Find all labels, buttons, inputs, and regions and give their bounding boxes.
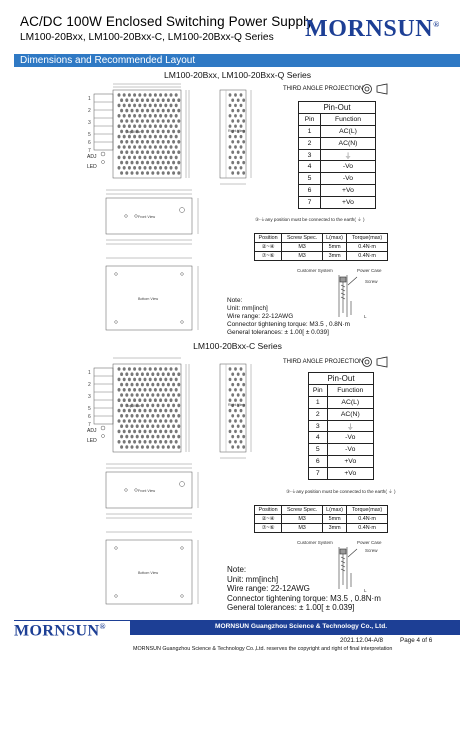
block2-pinout-header-pin: Pin	[309, 384, 328, 396]
svg-text:2: 2	[88, 382, 91, 388]
table-row: 1 AC(L)	[299, 125, 376, 137]
table-row: 2 AC(N)	[299, 137, 376, 149]
svg-text:7: 7	[88, 422, 91, 428]
table-row: ⑦~⑥ M3 3mm 0.4N·m	[255, 524, 388, 533]
document-subtitle: LM100-20Bxx, LM100-20Bxx-C, LM100-20Bxx-Q Series	[20, 32, 274, 43]
block2-screw-label: Screw	[365, 548, 378, 553]
block1-projection-symbol-icon	[361, 83, 389, 95]
mornsun-logo: MORNSUN®	[305, 16, 440, 42]
document-title: AC/DC 100W Enclosed Switching Power Supply	[20, 14, 314, 29]
block1-right-view-body	[220, 90, 246, 178]
block2-l-label: L	[364, 588, 367, 593]
footer-mornsun-logo: MORNSUN®	[14, 622, 106, 640]
section-title: Dimensions and Recommended Layout	[20, 55, 196, 66]
footer-copyright: MORNSUN Guangzhou Science & Technology Co.,Ltd. reserves the copyright and right of final interpretation	[133, 646, 393, 652]
table-row: 1 AC(L)	[309, 396, 374, 408]
block1-pinout-header-function: Function	[320, 113, 375, 125]
block2-top-view-body	[113, 364, 181, 452]
block2-bottom-view-label: Bottom View	[138, 571, 159, 575]
block1-terminal-block	[94, 94, 113, 150]
block1-front-view-label: Front View	[138, 215, 156, 219]
table-row: ②~④ M3 5mm 0.4N·m	[255, 243, 388, 252]
table-row: 5 -Vo	[299, 173, 376, 185]
block2-adj-label: ADJ	[87, 428, 97, 434]
block1-screw-label: Screw	[365, 279, 378, 284]
svg-text:1: 1	[88, 96, 91, 102]
table-row: 7 +Vo	[309, 468, 374, 480]
block1-bottom-view-label: Bottom View	[138, 297, 159, 301]
table-row: 4 -Vo	[309, 432, 374, 444]
svg-text:2: 2	[88, 108, 91, 114]
table-row: 6 +Vo	[309, 456, 374, 468]
block1-top-view-label: Top View	[126, 130, 141, 134]
block2-top-view-label: Top View	[126, 404, 141, 408]
block1-earth-note: ③-⏚any position must be connected to the earth( ⏚ )	[255, 217, 365, 222]
block2-projection-label: THIRD ANGLE PROJECTION	[283, 359, 364, 365]
block2-led-label: LED	[87, 438, 97, 444]
svg-text:7: 7	[88, 148, 91, 154]
block2-right-view-body	[220, 364, 246, 452]
svg-text:6: 6	[88, 414, 91, 420]
table-row: 3 ⏚	[299, 149, 376, 161]
block2-notes: Note: Unit: mm[inch] Wire range: 22-12AWG Connector tightening torque: M3.5 , 0.8N·m General tolerances: ± 1.00[ ± 0.039]	[227, 565, 381, 613]
block1-right-view-label: Right View	[228, 129, 246, 133]
footer-version: 2021.12.04-A/8	[340, 637, 384, 644]
svg-text:5: 5	[88, 132, 91, 138]
svg-text:3: 3	[88, 394, 91, 400]
footer-page-number: Page 4 of 6	[400, 637, 433, 644]
block1-projection-label: THIRD ANGLE PROJECTION	[283, 86, 364, 92]
table-row: 5 -Vo	[309, 444, 374, 456]
block1-pinout-table	[298, 101, 376, 209]
block1-adj-label: ADJ	[87, 154, 97, 160]
block2-earth-note: ③-⏚any position must be connected to the earth( ⏚ )	[286, 489, 396, 494]
block1-notes: Note: Unit: mm[inch] Wire range: 22-12AWG Connector tightening torque: M3.5 , 0.8N·m General tolerances: ± 1.00[ ± 0.039]	[227, 297, 350, 336]
block1-top-view-body	[113, 90, 181, 178]
table-row: 3 ⏚	[309, 420, 374, 432]
block1-customer-system-label: Customer System	[297, 268, 333, 273]
block2-pinout-caption: Pin-Out	[309, 373, 374, 385]
table-row: ⑦~⑥ M3 3mm 0.4N·m	[255, 252, 388, 261]
block2-front-view-label: Front View	[138, 489, 156, 493]
block1-led-label: LED	[87, 164, 97, 170]
block1-pinout-caption: Pin-Out	[299, 102, 376, 114]
block2-pinout-header-function: Function	[327, 384, 373, 396]
svg-text:1: 1	[88, 370, 91, 376]
table-row: 2 AC(N)	[309, 408, 374, 420]
block2-model-title: LM100-20Bxx-C Series	[193, 341, 282, 351]
block1-screw-table: Position Screw Spec. L(max) Torque(max) ②~④ M3 5mm 0.4N·m ⑦~⑥ M3 3mm 0.4N·m	[254, 233, 388, 261]
block1-power-case-label: Power Case	[357, 268, 382, 273]
svg-text:6: 6	[88, 140, 91, 146]
block2-right-view-label: Right View	[228, 403, 246, 407]
table-row: 6 +Vo	[299, 185, 376, 197]
block2-screw-table: Position Screw Spec. L(max) Torque(max) ②~④ M3 5mm 0.4N·m ⑦~⑥ M3 3mm 0.4N·m	[254, 505, 388, 533]
table-row: 4 -Vo	[299, 161, 376, 173]
block1-model-title: LM100-20Bxx, LM100-20Bxx-Q Series	[163, 70, 312, 80]
svg-text:3: 3	[88, 120, 91, 126]
block2-pinout-table	[308, 372, 374, 480]
block2-projection-symbol-icon	[361, 356, 389, 368]
table-row: 7 +Vo	[299, 197, 376, 209]
footer-company: MORNSUN Guangzhou Science & Technology Co., Ltd.	[215, 623, 388, 630]
svg-text:5: 5	[88, 406, 91, 412]
table-row: ②~④ M3 5mm 0.4N·m	[255, 515, 388, 524]
block1-pinout-header-pin: Pin	[299, 113, 321, 125]
block1-l-label: L	[364, 314, 367, 319]
block2-customer-system-label: Customer System	[297, 540, 333, 545]
block2-terminal-block	[94, 368, 113, 424]
block2-power-case-label: Power Case	[357, 540, 382, 545]
